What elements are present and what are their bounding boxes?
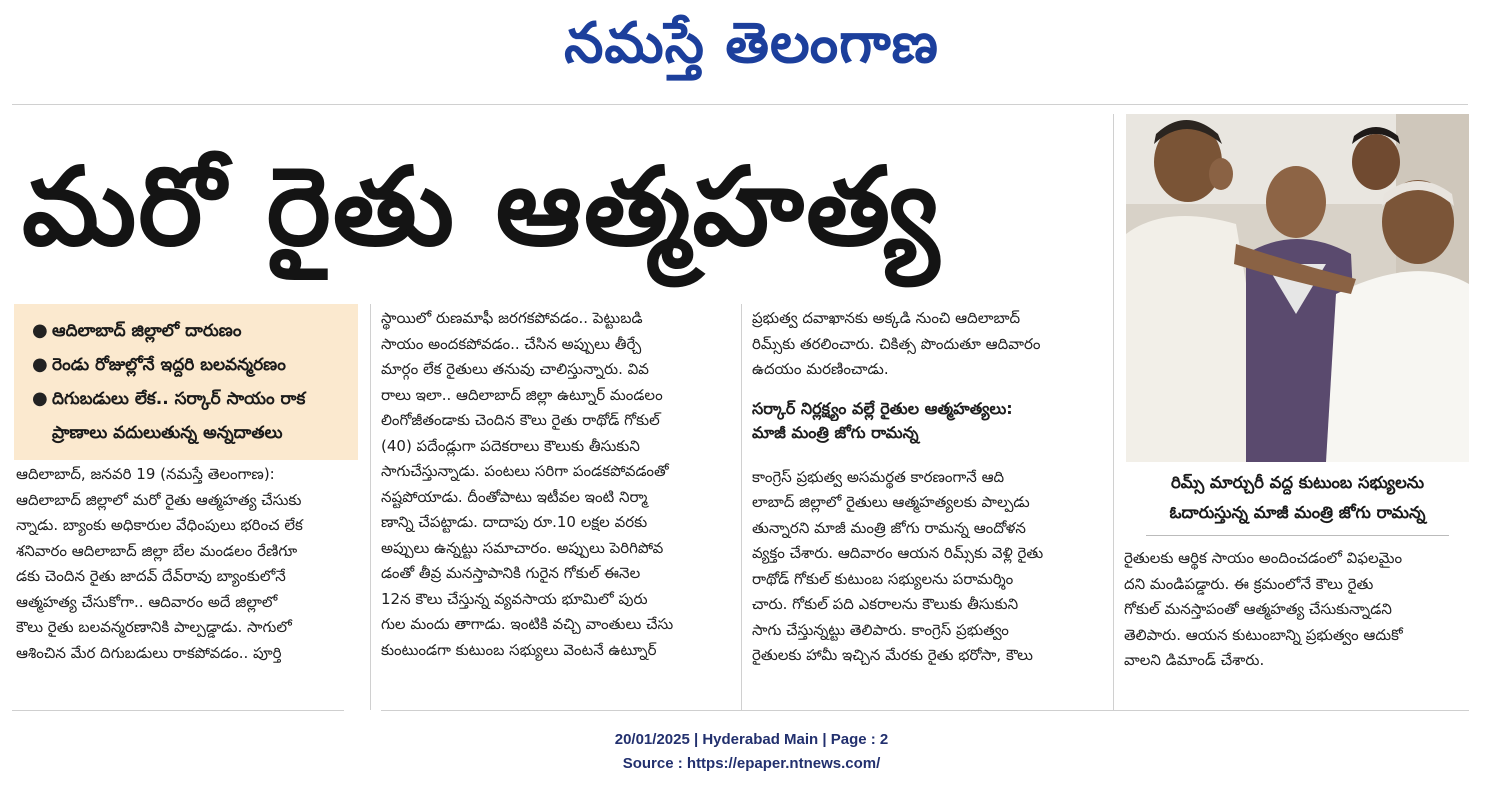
text-line: న్నాడు. బ్యాంకు అధికారుల వేధింపులు భరించ లేక: [16, 516, 303, 534]
caption-divider: [1146, 535, 1449, 536]
column-divider: [1113, 114, 1114, 710]
text-line: నష్టపోయాడు. దీంతోపాటు ఇటీవల ఇంటి నిర్మా: [381, 487, 648, 506]
article-headline: మరో రైతు ఆత్మహత్య: [22, 145, 941, 270]
bottom-divider: [12, 710, 344, 711]
text-line: ప్రభుత్వ దవాఖానకు అక్కడి నుంచి ఆదిలాబాద్: [752, 309, 1021, 327]
text-line: ఉదయం మరణించాడు.: [752, 360, 889, 378]
text-line: కాంగ్రెస్ ప్రభుత్వ అసమర్థత కారణంగానే ఆది: [752, 467, 1005, 486]
column-divider: [741, 304, 742, 710]
photo-caption: రిమ్స్ మార్చురీ వద్ద కుటుంబ సభ్యులను ఓదారుస్తున్న మాజీ మంత్రి జోగు రామన్న: [1169, 473, 1426, 522]
text-line: ఆశించిన మేర దిగుబడులు రాకపోవడం.. పూర్తి: [16, 643, 282, 662]
text-line: లాబాద్ జిల్లాలో రైతులు ఆత్మహత్యలకు పాల్పడు: [752, 493, 1030, 511]
text-line: డకు చెందిన రైతు జాదవ్ దేవ్‌రావు బ్యాంకులోనే: [16, 567, 286, 585]
text-line: గుల మందు తాగాడు. ఇంటికి వచ్చి వాంతులు చేసు: [381, 615, 674, 633]
text-line: సాగుచేస్తున్నాడు. పంటలు సరిగా పండకపోవడంతో: [381, 462, 669, 480]
article-column-3: [752, 306, 1102, 669]
column-divider: [370, 304, 371, 710]
highlight-item-continued: ప్రాణాలు వదులుతున్న అన్నదాతలు: [52, 423, 283, 443]
highlight-item: ● రెండు రోజుల్లోనే ఇద్దరి బలవన్మరణం: [30, 348, 348, 382]
text-line: ణాన్ని చేపట్టాడు. దాదాపు రూ.10 లక్షల వరకు: [381, 513, 648, 531]
text-line: ఆదిలాబాద్, జనవరి 19 (నమస్తే తెలంగాణ):: [16, 465, 275, 483]
text-line: కౌలు రైతు బలవన్మరణానికి పాల్పడ్డాడు. సాగులో: [16, 618, 292, 636]
text-line: కుంటుండగా కుటుంబ సభ్యులు వెంటనే ఉట్నూర్: [381, 640, 657, 659]
bullet-icon: ●: [32, 320, 48, 341]
highlight-item: ● దిగుబడులు లేక.. సర్కార్ సాయం రాక: [30, 382, 348, 416]
highlight-item: ● ఆదిలాబాద్ జిల్లాలో దారుణం: [30, 314, 348, 348]
text-line: చారు. గోకుల్ పది ఎకరాలను కౌలుకు తీసుకుని: [752, 595, 1019, 613]
text-line: లింగోజీతండాకు చెందిన కౌలు రైతు రాథోడ్ గోకుల్: [381, 411, 660, 429]
text-line: రాలు ఇలా.. ఆదిలాబాద్ జిల్లా ఉట్నూర్ మండలం: [381, 385, 663, 404]
footer-edition-info: 20/01/2025 | Hyderabad Main | Page : 2: [614, 731, 889, 748]
bullet-icon: ●: [32, 388, 48, 409]
article-subheading: సర్కార్ నిర్లక్ష్యం వల్లే రైతుల ఆత్మహత్యలు: మాజీ మంత్రి జోగు రామన్న: [752, 398, 1013, 442]
news-photo-illustration: [1126, 114, 1469, 462]
text-line: వాలని డిమాండ్ చేశారు.: [1124, 651, 1265, 669]
text-line: సాయం అందకపోవడం.. చేసిన అప్పులు తీర్చే: [381, 334, 642, 353]
footer-source-link[interactable]: Source : https://epaper.ntnews.com/: [622, 755, 881, 772]
bullet-icon: ●: [32, 354, 48, 375]
text-line: ఆదిలాబాద్ జిల్లాలో మరో రైతు ఆత్మహత్య చేసుకు: [16, 490, 302, 509]
news-photo: [1126, 114, 1469, 462]
masthead-title: నమస్తే తెలంగాణ: [564, 11, 939, 76]
article-column-1: [16, 462, 361, 666]
text-line: సాగు చేస్తున్నట్టు తెలిపారు. కాంగ్రెస్ ప్రభుత్వం: [752, 620, 1009, 639]
article-column-4: [1124, 546, 1469, 674]
text-line: 12న కౌలు చేస్తున్న వ్యవసాయ భూమిలో పురు: [381, 589, 648, 608]
text-line: వ్యక్తం చేశారు. ఆదివారం ఆయన రిమ్స్‌కు వెళ్లి రైతు: [752, 544, 1044, 562]
text-line: రైతులకు ఆర్థిక సాయం అందించడంలో విఫలమైం: [1124, 549, 1403, 567]
bottom-divider: [381, 710, 1469, 711]
text-line: శనివారం ఆదిలాబాద్ జిల్లా బేల మండలం రేణిగూ: [16, 541, 298, 560]
text-line: తున్నారని మాజీ మంత్రి జోగు రామన్న ఆందోళన: [752, 518, 1026, 537]
text-line: డంతో తీవ్ర మనస్తాపానికి గురైన గోకుల్ ఈనెల: [381, 564, 641, 582]
text-line: (40) పదేండ్లుగా పదెకరాలు కౌలుకు తీసుకుని: [381, 436, 640, 455]
text-line: గోకుల్ మనస్తాపంతో ఆత్మహత్య చేసుకున్నాడని: [1124, 600, 1392, 618]
highlights-box: [14, 304, 358, 460]
page-footer: [0, 728, 1503, 776]
article-column-2: [381, 306, 731, 663]
text-line: రాథోడ్ గోకుల్ కుటుంబ సభ్యులను పరామర్శిం: [752, 569, 1014, 588]
text-line: మార్గం లేక రైతులు తనువు చాలిస్తున్నారు. వివ: [381, 360, 649, 378]
text-line: రిమ్స్‌కు తరలించారు. చికిత్స పొందుతూ ఆదివారం: [752, 334, 1041, 353]
masthead-divider: [12, 104, 1468, 105]
text-line: రైతులకు హామీ ఇచ్చిన మేరకు రైతు భరోసా, కౌలు: [752, 646, 1033, 664]
text-line: తెలిపారు. ఆయన కుటుంబాన్ని ప్రభుత్వం ఆదుకో: [1124, 625, 1403, 644]
text-line: స్థాయిలో రుణమాఫీ జరగకపోవడం.. పెట్టుబడి: [381, 309, 643, 327]
text-line: అప్పులు ఉన్నట్టు సమాచారం. అప్పులు పెరిగిపోవ: [381, 538, 664, 557]
text-line: ఆత్మహత్య చేసుకోగా.. ఆదివారం అదే జిల్లాలో: [16, 592, 278, 611]
text-line: దని మండిపడ్డారు. ఈ క్రమంలోనే కౌలు రైతు: [1124, 574, 1374, 593]
